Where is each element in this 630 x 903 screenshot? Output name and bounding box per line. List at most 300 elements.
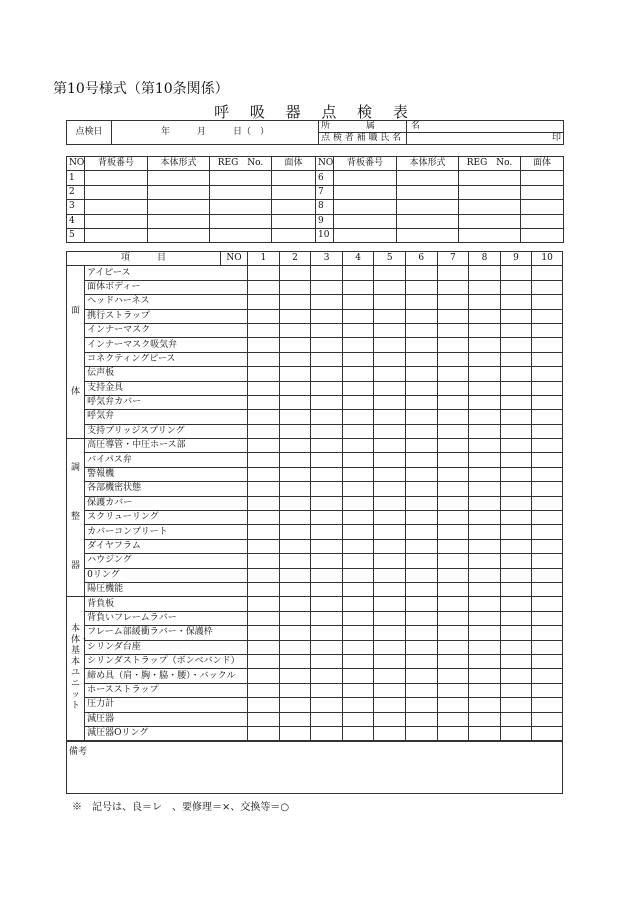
check-mark-cell[interactable]	[311, 712, 343, 726]
check-mark-cell[interactable]	[532, 410, 563, 424]
roster-entry-cell[interactable]	[459, 200, 521, 214]
check-mark-cell[interactable]	[311, 511, 343, 525]
check-mark-cell[interactable]	[500, 467, 532, 481]
check-mark-cell[interactable]	[374, 582, 406, 596]
check-mark-cell[interactable]	[374, 568, 406, 582]
check-mark-cell[interactable]	[406, 309, 438, 323]
check-mark-cell[interactable]	[406, 323, 438, 337]
check-mark-cell[interactable]	[437, 654, 469, 668]
check-mark-cell[interactable]	[342, 395, 374, 409]
check-mark-cell[interactable]	[469, 338, 501, 352]
check-mark-cell[interactable]	[248, 669, 280, 683]
check-mark-cell[interactable]	[532, 611, 563, 625]
roster-entry-cell[interactable]	[85, 200, 148, 214]
check-mark-cell[interactable]	[279, 525, 311, 539]
check-mark-cell[interactable]	[437, 712, 469, 726]
check-mark-cell[interactable]	[500, 439, 532, 453]
roster-entry-cell[interactable]	[334, 228, 397, 242]
check-mark-cell[interactable]	[500, 410, 532, 424]
check-mark-cell[interactable]	[342, 611, 374, 625]
check-mark-cell[interactable]	[469, 280, 501, 294]
check-mark-cell[interactable]	[469, 611, 501, 625]
check-mark-cell[interactable]	[342, 352, 374, 366]
check-mark-cell[interactable]	[279, 554, 311, 568]
check-mark-cell[interactable]	[406, 467, 438, 481]
check-mark-cell[interactable]	[532, 482, 563, 496]
check-mark-cell[interactable]	[248, 352, 280, 366]
roster-entry-cell[interactable]	[521, 214, 564, 228]
check-mark-cell[interactable]	[374, 654, 406, 668]
check-mark-cell[interactable]	[248, 496, 280, 510]
check-mark-cell[interactable]	[279, 511, 311, 525]
roster-entry-cell[interactable]	[148, 228, 210, 242]
check-mark-cell[interactable]	[374, 597, 406, 611]
check-mark-cell[interactable]	[279, 395, 311, 409]
check-mark-cell[interactable]	[311, 410, 343, 424]
check-mark-cell[interactable]	[406, 439, 438, 453]
check-mark-cell[interactable]	[500, 597, 532, 611]
check-mark-cell[interactable]	[311, 424, 343, 438]
check-mark-cell[interactable]	[311, 309, 343, 323]
check-mark-cell[interactable]	[532, 367, 563, 381]
check-mark-cell[interactable]	[469, 381, 501, 395]
check-mark-cell[interactable]	[342, 511, 374, 525]
check-mark-cell[interactable]	[248, 698, 280, 712]
check-mark-cell[interactable]	[279, 381, 311, 395]
check-mark-cell[interactable]	[374, 280, 406, 294]
check-mark-cell[interactable]	[437, 453, 469, 467]
check-mark-cell[interactable]	[279, 424, 311, 438]
check-mark-cell[interactable]	[374, 395, 406, 409]
check-mark-cell[interactable]	[500, 295, 532, 309]
roster-entry-cell[interactable]	[210, 214, 272, 228]
check-mark-cell[interactable]	[532, 698, 563, 712]
check-mark-cell[interactable]	[500, 453, 532, 467]
check-mark-cell[interactable]	[374, 309, 406, 323]
check-mark-cell[interactable]	[406, 381, 438, 395]
roster-entry-cell[interactable]	[521, 200, 564, 214]
check-mark-cell[interactable]	[437, 309, 469, 323]
check-mark-cell[interactable]	[469, 295, 501, 309]
check-mark-cell[interactable]	[500, 309, 532, 323]
check-mark-cell[interactable]	[469, 323, 501, 337]
check-mark-cell[interactable]	[374, 726, 406, 740]
roster-entry-cell[interactable]	[210, 171, 272, 185]
check-mark-cell[interactable]	[342, 582, 374, 596]
check-mark-cell[interactable]	[532, 338, 563, 352]
check-mark-cell[interactable]	[532, 554, 563, 568]
check-mark-cell[interactable]	[406, 424, 438, 438]
check-mark-cell[interactable]	[437, 726, 469, 740]
check-mark-cell[interactable]	[374, 439, 406, 453]
check-mark-cell[interactable]	[500, 496, 532, 510]
check-mark-cell[interactable]	[342, 453, 374, 467]
roster-entry-cell[interactable]	[85, 228, 148, 242]
check-mark-cell[interactable]	[406, 395, 438, 409]
roster-entry-cell[interactable]	[85, 185, 148, 199]
check-mark-cell[interactable]	[248, 640, 280, 654]
check-mark-cell[interactable]	[469, 683, 501, 697]
check-mark-cell[interactable]	[406, 539, 438, 553]
check-mark-cell[interactable]	[342, 525, 374, 539]
check-mark-cell[interactable]	[374, 669, 406, 683]
check-mark-cell[interactable]	[248, 525, 280, 539]
check-mark-cell[interactable]	[374, 352, 406, 366]
check-mark-cell[interactable]	[279, 295, 311, 309]
check-mark-cell[interactable]	[374, 511, 406, 525]
check-mark-cell[interactable]	[437, 554, 469, 568]
roster-entry-cell[interactable]	[459, 228, 521, 242]
check-mark-cell[interactable]	[500, 698, 532, 712]
check-mark-cell[interactable]	[500, 712, 532, 726]
check-mark-cell[interactable]	[500, 539, 532, 553]
check-mark-cell[interactable]	[406, 482, 438, 496]
check-mark-cell[interactable]	[374, 539, 406, 553]
check-mark-cell[interactable]	[406, 712, 438, 726]
check-mark-cell[interactable]	[406, 511, 438, 525]
check-mark-cell[interactable]	[342, 367, 374, 381]
check-mark-cell[interactable]	[374, 640, 406, 654]
check-mark-cell[interactable]	[500, 367, 532, 381]
roster-entry-cell[interactable]	[397, 185, 459, 199]
check-mark-cell[interactable]	[311, 626, 343, 640]
check-mark-cell[interactable]	[311, 280, 343, 294]
check-mark-cell[interactable]	[532, 309, 563, 323]
check-mark-cell[interactable]	[248, 410, 280, 424]
roster-entry-cell[interactable]	[210, 200, 272, 214]
check-mark-cell[interactable]	[437, 410, 469, 424]
check-mark-cell[interactable]	[437, 266, 469, 280]
check-mark-cell[interactable]	[374, 367, 406, 381]
check-mark-cell[interactable]	[374, 712, 406, 726]
roster-entry-cell[interactable]	[210, 185, 272, 199]
roster-entry-cell[interactable]	[397, 228, 459, 242]
check-mark-cell[interactable]	[311, 640, 343, 654]
check-mark-cell[interactable]	[248, 611, 280, 625]
check-mark-cell[interactable]	[500, 280, 532, 294]
roster-entry-cell[interactable]	[459, 214, 521, 228]
roster-entry-cell[interactable]	[148, 185, 210, 199]
check-mark-cell[interactable]	[406, 582, 438, 596]
check-mark-cell[interactable]	[500, 511, 532, 525]
check-mark-cell[interactable]	[500, 582, 532, 596]
check-mark-cell[interactable]	[279, 698, 311, 712]
check-mark-cell[interactable]	[279, 280, 311, 294]
check-mark-cell[interactable]	[311, 654, 343, 668]
check-mark-cell[interactable]	[406, 453, 438, 467]
check-mark-cell[interactable]	[311, 439, 343, 453]
check-mark-cell[interactable]	[469, 712, 501, 726]
check-mark-cell[interactable]	[342, 338, 374, 352]
check-mark-cell[interactable]	[342, 266, 374, 280]
check-mark-cell[interactable]	[279, 439, 311, 453]
inspection-date-field[interactable]: 年 月 日（ ）	[112, 121, 319, 145]
check-mark-cell[interactable]	[342, 309, 374, 323]
check-mark-cell[interactable]	[311, 482, 343, 496]
check-mark-cell[interactable]	[469, 453, 501, 467]
check-mark-cell[interactable]	[248, 280, 280, 294]
check-mark-cell[interactable]	[406, 654, 438, 668]
roster-entry-cell[interactable]	[334, 200, 397, 214]
check-mark-cell[interactable]	[342, 410, 374, 424]
check-mark-cell[interactable]	[500, 482, 532, 496]
check-mark-cell[interactable]	[532, 683, 563, 697]
check-mark-cell[interactable]	[500, 266, 532, 280]
check-mark-cell[interactable]	[406, 626, 438, 640]
check-mark-cell[interactable]	[500, 323, 532, 337]
check-mark-cell[interactable]	[500, 640, 532, 654]
check-mark-cell[interactable]	[532, 511, 563, 525]
check-mark-cell[interactable]	[342, 381, 374, 395]
check-mark-cell[interactable]	[374, 525, 406, 539]
check-mark-cell[interactable]	[279, 568, 311, 582]
check-mark-cell[interactable]	[342, 323, 374, 337]
check-mark-cell[interactable]	[406, 410, 438, 424]
check-mark-cell[interactable]	[279, 683, 311, 697]
check-mark-cell[interactable]	[311, 496, 343, 510]
check-mark-cell[interactable]	[248, 309, 280, 323]
check-mark-cell[interactable]	[532, 640, 563, 654]
check-mark-cell[interactable]	[248, 367, 280, 381]
check-mark-cell[interactable]	[437, 669, 469, 683]
check-mark-cell[interactable]	[532, 352, 563, 366]
check-mark-cell[interactable]	[437, 439, 469, 453]
check-mark-cell[interactable]	[469, 698, 501, 712]
check-mark-cell[interactable]	[406, 669, 438, 683]
check-mark-cell[interactable]	[406, 367, 438, 381]
check-mark-cell[interactable]	[342, 654, 374, 668]
roster-entry-cell[interactable]	[459, 185, 521, 199]
check-mark-cell[interactable]	[279, 338, 311, 352]
check-mark-cell[interactable]	[374, 496, 406, 510]
check-mark-cell[interactable]	[311, 352, 343, 366]
check-mark-cell[interactable]	[469, 367, 501, 381]
check-mark-cell[interactable]	[406, 683, 438, 697]
check-mark-cell[interactable]	[437, 295, 469, 309]
check-mark-cell[interactable]	[279, 626, 311, 640]
check-mark-cell[interactable]	[532, 626, 563, 640]
check-mark-cell[interactable]	[437, 496, 469, 510]
check-mark-cell[interactable]	[469, 726, 501, 740]
check-mark-cell[interactable]	[342, 683, 374, 697]
check-mark-cell[interactable]	[342, 467, 374, 481]
check-mark-cell[interactable]	[532, 467, 563, 481]
check-mark-cell[interactable]	[248, 554, 280, 568]
check-mark-cell[interactable]	[311, 568, 343, 582]
check-mark-cell[interactable]	[279, 309, 311, 323]
check-mark-cell[interactable]	[532, 295, 563, 309]
check-mark-cell[interactable]	[342, 626, 374, 640]
check-mark-cell[interactable]	[532, 726, 563, 740]
check-mark-cell[interactable]	[437, 424, 469, 438]
check-mark-cell[interactable]	[469, 511, 501, 525]
check-mark-cell[interactable]	[469, 439, 501, 453]
check-mark-cell[interactable]	[311, 338, 343, 352]
check-mark-cell[interactable]	[279, 726, 311, 740]
roster-entry-cell[interactable]	[397, 171, 459, 185]
check-mark-cell[interactable]	[248, 654, 280, 668]
roster-entry-cell[interactable]	[334, 214, 397, 228]
check-mark-cell[interactable]	[500, 525, 532, 539]
check-mark-cell[interactable]	[248, 568, 280, 582]
check-mark-cell[interactable]	[469, 395, 501, 409]
check-mark-cell[interactable]	[469, 669, 501, 683]
roster-entry-cell[interactable]	[334, 171, 397, 185]
check-mark-cell[interactable]	[311, 266, 343, 280]
check-mark-cell[interactable]	[248, 467, 280, 481]
check-mark-cell[interactable]	[406, 554, 438, 568]
check-mark-cell[interactable]	[532, 712, 563, 726]
check-mark-cell[interactable]	[311, 381, 343, 395]
check-mark-cell[interactable]	[279, 669, 311, 683]
check-mark-cell[interactable]	[248, 511, 280, 525]
roster-entry-cell[interactable]	[334, 185, 397, 199]
check-mark-cell[interactable]	[406, 295, 438, 309]
roster-entry-cell[interactable]	[272, 214, 316, 228]
check-mark-cell[interactable]	[374, 611, 406, 625]
check-mark-cell[interactable]	[469, 352, 501, 366]
check-mark-cell[interactable]	[311, 323, 343, 337]
check-mark-cell[interactable]	[532, 395, 563, 409]
check-mark-cell[interactable]	[374, 683, 406, 697]
check-mark-cell[interactable]	[248, 539, 280, 553]
check-mark-cell[interactable]	[500, 424, 532, 438]
check-mark-cell[interactable]	[437, 395, 469, 409]
check-mark-cell[interactable]	[248, 424, 280, 438]
check-mark-cell[interactable]	[469, 266, 501, 280]
check-mark-cell[interactable]	[469, 410, 501, 424]
check-mark-cell[interactable]	[469, 554, 501, 568]
check-mark-cell[interactable]	[311, 525, 343, 539]
check-mark-cell[interactable]	[532, 453, 563, 467]
check-mark-cell[interactable]	[437, 482, 469, 496]
roster-entry-cell[interactable]	[272, 185, 316, 199]
check-mark-cell[interactable]	[532, 280, 563, 294]
check-mark-cell[interactable]	[311, 597, 343, 611]
roster-entry-cell[interactable]	[521, 228, 564, 242]
check-mark-cell[interactable]	[437, 525, 469, 539]
check-mark-cell[interactable]	[279, 467, 311, 481]
check-mark-cell[interactable]	[279, 323, 311, 337]
check-mark-cell[interactable]	[248, 395, 280, 409]
check-mark-cell[interactable]	[311, 611, 343, 625]
check-mark-cell[interactable]	[532, 597, 563, 611]
check-mark-cell[interactable]	[248, 266, 280, 280]
check-mark-cell[interactable]	[500, 568, 532, 582]
check-mark-cell[interactable]	[532, 582, 563, 596]
roster-entry-cell[interactable]	[148, 171, 210, 185]
check-mark-cell[interactable]	[500, 554, 532, 568]
check-mark-cell[interactable]	[437, 640, 469, 654]
check-mark-cell[interactable]	[342, 539, 374, 553]
check-mark-cell[interactable]	[374, 410, 406, 424]
check-mark-cell[interactable]	[342, 640, 374, 654]
check-mark-cell[interactable]	[437, 626, 469, 640]
check-mark-cell[interactable]	[469, 496, 501, 510]
check-mark-cell[interactable]	[374, 554, 406, 568]
check-mark-cell[interactable]	[248, 439, 280, 453]
check-mark-cell[interactable]	[469, 626, 501, 640]
check-mark-cell[interactable]	[406, 698, 438, 712]
check-mark-cell[interactable]	[500, 395, 532, 409]
check-mark-cell[interactable]	[311, 453, 343, 467]
check-mark-cell[interactable]	[437, 568, 469, 582]
check-mark-cell[interactable]	[342, 424, 374, 438]
check-mark-cell[interactable]	[311, 539, 343, 553]
check-mark-cell[interactable]	[500, 611, 532, 625]
check-mark-cell[interactable]	[248, 295, 280, 309]
check-mark-cell[interactable]	[342, 439, 374, 453]
check-mark-cell[interactable]	[342, 669, 374, 683]
check-mark-cell[interactable]	[374, 424, 406, 438]
check-mark-cell[interactable]	[469, 597, 501, 611]
roster-entry-cell[interactable]	[521, 185, 564, 199]
check-mark-cell[interactable]	[500, 654, 532, 668]
check-mark-cell[interactable]	[406, 640, 438, 654]
check-mark-cell[interactable]	[342, 482, 374, 496]
check-mark-cell[interactable]	[406, 726, 438, 740]
inspector-field[interactable]	[407, 133, 564, 145]
check-mark-cell[interactable]	[279, 582, 311, 596]
check-mark-cell[interactable]	[279, 597, 311, 611]
check-mark-cell[interactable]	[437, 323, 469, 337]
check-mark-cell[interactable]	[469, 539, 501, 553]
check-mark-cell[interactable]	[500, 381, 532, 395]
check-mark-cell[interactable]	[374, 338, 406, 352]
check-mark-cell[interactable]	[374, 482, 406, 496]
check-mark-cell[interactable]	[279, 640, 311, 654]
check-mark-cell[interactable]	[437, 611, 469, 625]
check-mark-cell[interactable]	[374, 266, 406, 280]
check-mark-cell[interactable]	[532, 669, 563, 683]
check-mark-cell[interactable]	[437, 280, 469, 294]
check-mark-cell[interactable]	[311, 367, 343, 381]
check-mark-cell[interactable]	[374, 323, 406, 337]
check-mark-cell[interactable]	[279, 266, 311, 280]
check-mark-cell[interactable]	[406, 280, 438, 294]
check-mark-cell[interactable]	[437, 352, 469, 366]
check-mark-cell[interactable]	[406, 352, 438, 366]
check-mark-cell[interactable]	[374, 453, 406, 467]
check-mark-cell[interactable]	[342, 712, 374, 726]
check-mark-cell[interactable]	[279, 611, 311, 625]
roster-entry-cell[interactable]	[459, 171, 521, 185]
check-mark-cell[interactable]	[248, 712, 280, 726]
check-mark-cell[interactable]	[248, 453, 280, 467]
check-mark-cell[interactable]	[248, 726, 280, 740]
check-mark-cell[interactable]	[279, 496, 311, 510]
roster-entry-cell[interactable]	[272, 200, 316, 214]
check-mark-cell[interactable]	[374, 381, 406, 395]
check-mark-cell[interactable]	[532, 439, 563, 453]
check-mark-cell[interactable]	[532, 496, 563, 510]
check-mark-cell[interactable]	[437, 597, 469, 611]
check-mark-cell[interactable]	[437, 683, 469, 697]
check-mark-cell[interactable]	[437, 338, 469, 352]
check-mark-cell[interactable]	[279, 712, 311, 726]
check-mark-cell[interactable]	[406, 597, 438, 611]
check-mark-cell[interactable]	[532, 654, 563, 668]
affiliation-field[interactable]	[407, 121, 564, 133]
check-mark-cell[interactable]	[311, 683, 343, 697]
check-mark-cell[interactable]	[248, 323, 280, 337]
check-mark-cell[interactable]	[406, 338, 438, 352]
check-mark-cell[interactable]	[500, 726, 532, 740]
check-mark-cell[interactable]	[279, 410, 311, 424]
check-mark-cell[interactable]	[437, 367, 469, 381]
check-mark-cell[interactable]	[406, 611, 438, 625]
check-mark-cell[interactable]	[406, 496, 438, 510]
